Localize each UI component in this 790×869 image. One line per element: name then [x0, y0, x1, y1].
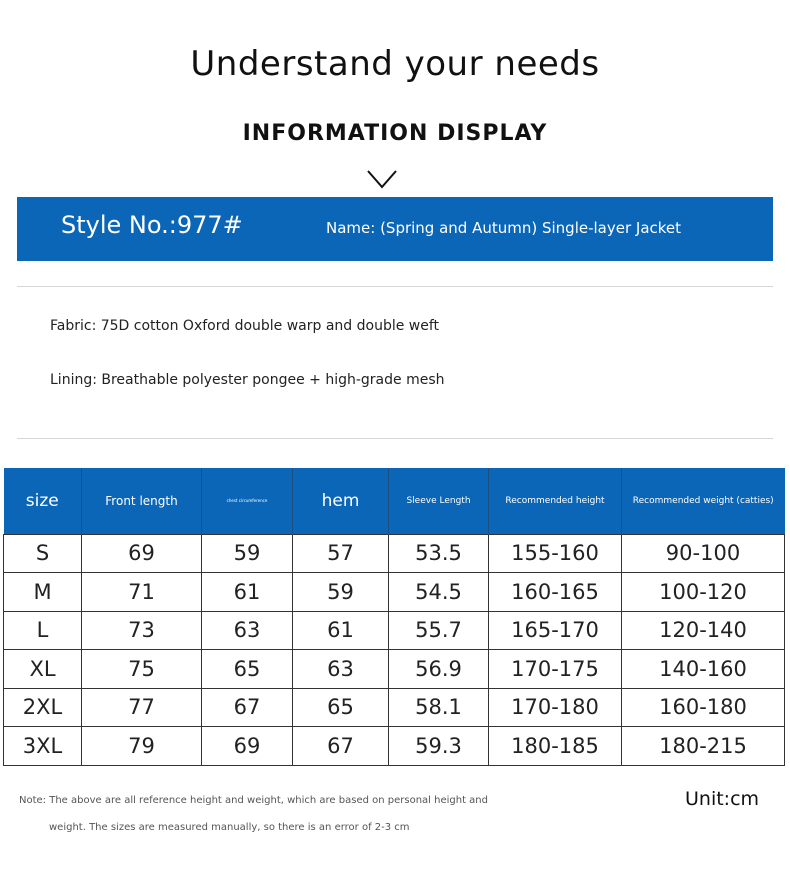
- table-cell: 3XL: [4, 727, 82, 766]
- table-cell: 73: [82, 611, 202, 650]
- table-cell: 59.3: [389, 727, 489, 766]
- table-cell: 57: [293, 534, 389, 573]
- table-cell: 180-185: [489, 727, 622, 766]
- table-cell: 63: [293, 650, 389, 689]
- table-cell: 59: [293, 573, 389, 612]
- header-recommended-height: Recommended height: [489, 468, 622, 534]
- table-cell: M: [4, 573, 82, 612]
- table-cell: 58.1: [389, 688, 489, 727]
- header-recommended-weight: Recommended weight (catties): [622, 468, 785, 534]
- footnote-line-1: Note: The above are all reference height and weight, which are based on personal height and: [19, 795, 488, 806]
- table-cell: 63: [202, 611, 293, 650]
- table-cell: 170-175: [489, 650, 622, 689]
- table-cell: 155-160: [489, 534, 622, 573]
- table-cell: 75: [82, 650, 202, 689]
- table-cell: 90-100: [622, 534, 785, 573]
- table-cell: 69: [202, 727, 293, 766]
- table-cell: 79: [82, 727, 202, 766]
- table-cell: 71: [82, 573, 202, 612]
- table-cell: 160-165: [489, 573, 622, 612]
- table-cell: 160-180: [622, 688, 785, 727]
- header-chest: chest circumference: [202, 468, 293, 534]
- style-number: Style No.:977#: [61, 211, 243, 239]
- divider: [17, 286, 773, 287]
- fabric-info: Fabric: 75D cotton Oxford double warp and double weft: [50, 318, 440, 334]
- table-cell: L: [4, 611, 82, 650]
- table-cell: 2XL: [4, 688, 82, 727]
- table-row: [4, 611, 785, 650]
- product-name: Name: (Spring and Autumn) Single-layer Jacket: [326, 219, 682, 237]
- table-cell: 67: [293, 727, 389, 766]
- table-cell: 67: [202, 688, 293, 727]
- table-cell: 69: [82, 534, 202, 573]
- header-size: size: [4, 468, 82, 534]
- table-cell: XL: [4, 650, 82, 689]
- page-title: Understand your needs: [190, 44, 600, 84]
- table-row: [4, 534, 785, 573]
- unit-label: Unit:cm: [685, 788, 760, 810]
- table-cell: 61: [202, 573, 293, 612]
- header-hem: hem: [293, 468, 389, 534]
- table-cell: 120-140: [622, 611, 785, 650]
- section-subtitle: INFORMATION DISPLAY: [242, 121, 548, 146]
- table-cell: 65: [202, 650, 293, 689]
- table-cell: 140-160: [622, 650, 785, 689]
- table-cell: 100-120: [622, 573, 785, 612]
- table-row: [4, 727, 785, 766]
- table-cell: 77: [82, 688, 202, 727]
- divider: [17, 438, 773, 439]
- table-cell: 56.9: [389, 650, 489, 689]
- table-cell: S: [4, 534, 82, 573]
- header-sleeve-length: Sleeve Length: [389, 468, 489, 534]
- footnote-line-2: weight. The sizes are measured manually, so there is an error of 2-3 cm: [49, 822, 410, 833]
- chevron-down-icon: [366, 168, 398, 190]
- table-cell: 61: [293, 611, 389, 650]
- table-row: [4, 688, 785, 727]
- table-cell: 180-215: [622, 727, 785, 766]
- table-cell: 55.7: [389, 611, 489, 650]
- size-table: [3, 468, 785, 766]
- style-banner: [17, 197, 773, 261]
- table-row: [4, 650, 785, 689]
- lining-info: Lining: Breathable polyester pongee + high-grade mesh: [50, 372, 445, 388]
- table-cell: 165-170: [489, 611, 622, 650]
- table-cell: 59: [202, 534, 293, 573]
- table-cell: 53.5: [389, 534, 489, 573]
- table-header-row: [4, 468, 785, 534]
- header-front-length: Front length: [82, 468, 202, 534]
- table-cell: 170-180: [489, 688, 622, 727]
- table-row: [4, 573, 785, 612]
- table-cell: 65: [293, 688, 389, 727]
- table-cell: 54.5: [389, 573, 489, 612]
